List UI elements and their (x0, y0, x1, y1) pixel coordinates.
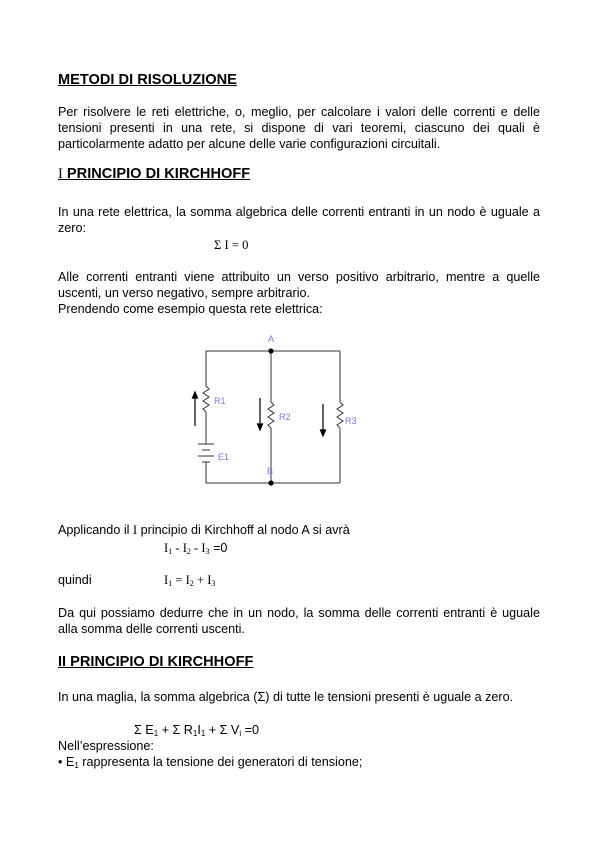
r1-label: R1 (214, 396, 226, 406)
r3-label: R3 (345, 416, 356, 426)
bullet-marker: • (58, 755, 63, 769)
bullet-item: • $E_1$ rappresenta la tensione dei generatori di tensione; (58, 755, 363, 770)
arrow-head-down-icon (258, 424, 263, 430)
node-a-label: A (268, 334, 275, 344)
first-principle-paragraph: In una rete elettrica, la somma algebrica delle correnti entranti in un nodo è uguale a zero: (58, 205, 540, 235)
roman-numeral-one: I (58, 166, 63, 182)
apply-numeral: I (132, 523, 138, 537)
example-intro-line: Prendendo come esempio questa rete elettrica: (58, 302, 323, 316)
node-equation: $I_1 - I_2 - I_3 =0$ (164, 541, 228, 556)
section-heading-first-principle (58, 166, 250, 183)
second-principle-paragraph: In una maglia, la somma algebrica (Σ) di tutte le tensioni presenti è uguale a zero. (58, 690, 514, 704)
resistor-r3 (337, 402, 343, 428)
node-b-label: B (267, 466, 274, 476)
intro-paragraph: Per risolvere le reti elettriche, o, meglio, per calcolare i valori delle correnti e delle tensioni presenti in una rete, si dispone di vari teoremi, ciascuno dei quali è particolarmente adatto per alcune delle varie configurazioni circuitali. (58, 105, 540, 151)
node-equation-result: $I_1 = I_2 + I_3$ (164, 573, 216, 588)
apply-text-pre: Applicando il (58, 523, 133, 537)
sign-convention-paragraph: Alle correnti entranti viene attribuito un verso positivo arbitrario, mentre a quelle uscenti, un verso negativo, sempre arbitrario. (58, 270, 540, 300)
resistor-r1 (203, 386, 209, 412)
r2-label: R2 (279, 412, 291, 422)
quindi-label: quindi (58, 573, 92, 587)
arrow-head-up-icon (193, 392, 198, 398)
heading-text: PRINCIPIO DI KIRCHHOFF (62, 166, 251, 182)
section-heading-metodi: METODI DI RISOLUZIONE (58, 72, 237, 88)
node-b-dot (268, 480, 273, 485)
circuit-diagram (176, 334, 356, 499)
e1-label: E1 (218, 452, 230, 462)
sum-currents-formula: Σ I = 0 (214, 238, 249, 252)
voltage-sum-formula: Σ $E_1 + \Sigma$ $R_1I_1 + \Sigma$ $V_i =0$ (134, 723, 259, 738)
section-heading-second-principle: II PRINCIPIO DI KIRCHHOFF (58, 654, 254, 670)
resistor-r2 (268, 402, 274, 428)
expression-label: Nell’espressione: (58, 739, 154, 753)
apply-line (58, 522, 350, 538)
node-a-dot (268, 348, 273, 353)
arrow-head-down-icon (321, 430, 326, 436)
conclusion-paragraph: Da qui possiamo dedurre che in un nodo, la somma delle correnti entranti è uguale alla somma delle correnti uscenti. (58, 606, 540, 636)
apply-text-post: principio di Kirchhoff al nodo A si avrà (137, 523, 350, 537)
